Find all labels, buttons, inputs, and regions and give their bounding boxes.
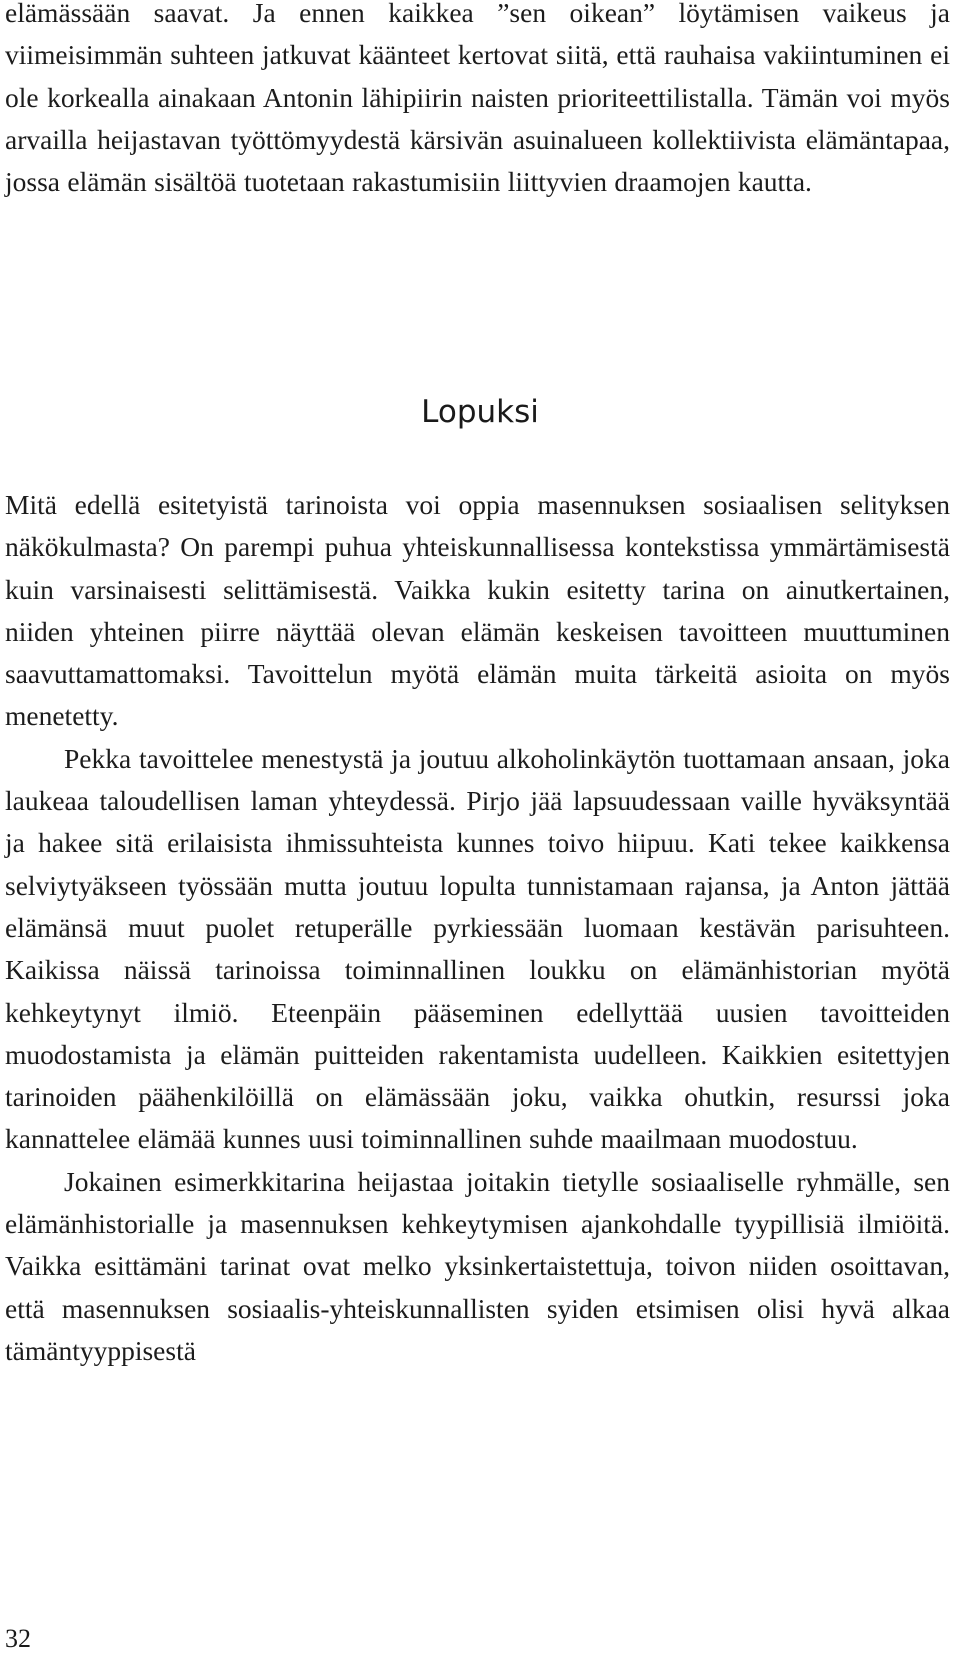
paragraph-2: Pekka tavoittelee menestystä ja joutuu alkoholinkäytön tuottamaan ansaan, joka laukeaa taloudellisen laman yhteydessä. Pirjo jää lapsuudessaan vaille hyväksyntää ja hakee sitä erilaisista ihmissuhteista kunnes toivo hiipuu. Kati tekee kaikkensa selviytyäkseen työssään mutta joutuu lopulta tunnistamaan rajansa, ja Anton jättää elämänsä muut puolet retuperälle pyrkiessään luomaan kestävän parisuhteen. Kaikissa näissä tarinoissa toiminnallinen loukku on elämänhistorian myötä kehkeytynyt ilmiö. Eteenpäin pääseminen edellyttää uusien tavoitteiden muodostamista ja elämän puitteiden rakentamista uudelleen. Kaikkien esitettyjen tarinoiden päähenkilöillä on elämässään joku, vaikka ohutkin, resurssi joka kannattelee elämää kunnes uusi toiminnallinen suhde maailmaan muodostuu. [5, 742, 950, 1155]
body-text-section [5, 484, 950, 1372]
body-text-top [5, 0, 950, 203]
paragraph-1: Mitä edellä esitetyistä tarinoista voi oppia masennuksen sosiaalisen selityksen näkökulmasta? On parempi puhua yhteiskunnallisessa kontekstissa ymmärtämisestä kuin varsinaisesti selittämisestä. Vaikka kukin esitetty tarina on ainutkertainen, niiden yhteinen piirre näyttää olevan elämän keskeisen tavoitteen muuttuminen saavuttamattomaksi. Tavoittelun myötä elämän muita tärkeitä asioita on myös menetetty. [5, 489, 950, 732]
paragraph-3: Jokainen esimerkkitarina heijastaa joitakin tietylle sosiaaliselle ryhmälle, sen elämänhistorialle ja masennuksen kehkeytymisen ajankohdalle tyypillisiä ilmiöitä. Vaikka esittämäni tarinat ovat melko yksinkertaistettuja, toivon niiden osoittavan, että masennuksen sosiaalis-yhteiskunnallisten syiden etsimisen olisi hyvä alkaa tämäntyyppisestä [5, 1165, 950, 1366]
page-number: 32 [5, 1624, 31, 1653]
paragraph-continued: elämässään saavat. Ja ennen kaikkea ”sen oikean” löytämisen vaikeus ja viimeisimmän suhteen jatkuvat käänteet kertovat siitä, että rauhaisa vakiintuminen ei ole korkealla ainakaan Antonin lähipiirin naisten prioriteettilistalla. Tämän voi myös arvailla heijastavan työttömyydestä kärsivän asuinalueen kollektiivista elämäntapaa, jossa elämän sisältöä tuotetaan rakastumisiin liittyvien draamojen kautta. [5, 0, 950, 198]
section-heading: Lopuksi [421, 394, 539, 430]
